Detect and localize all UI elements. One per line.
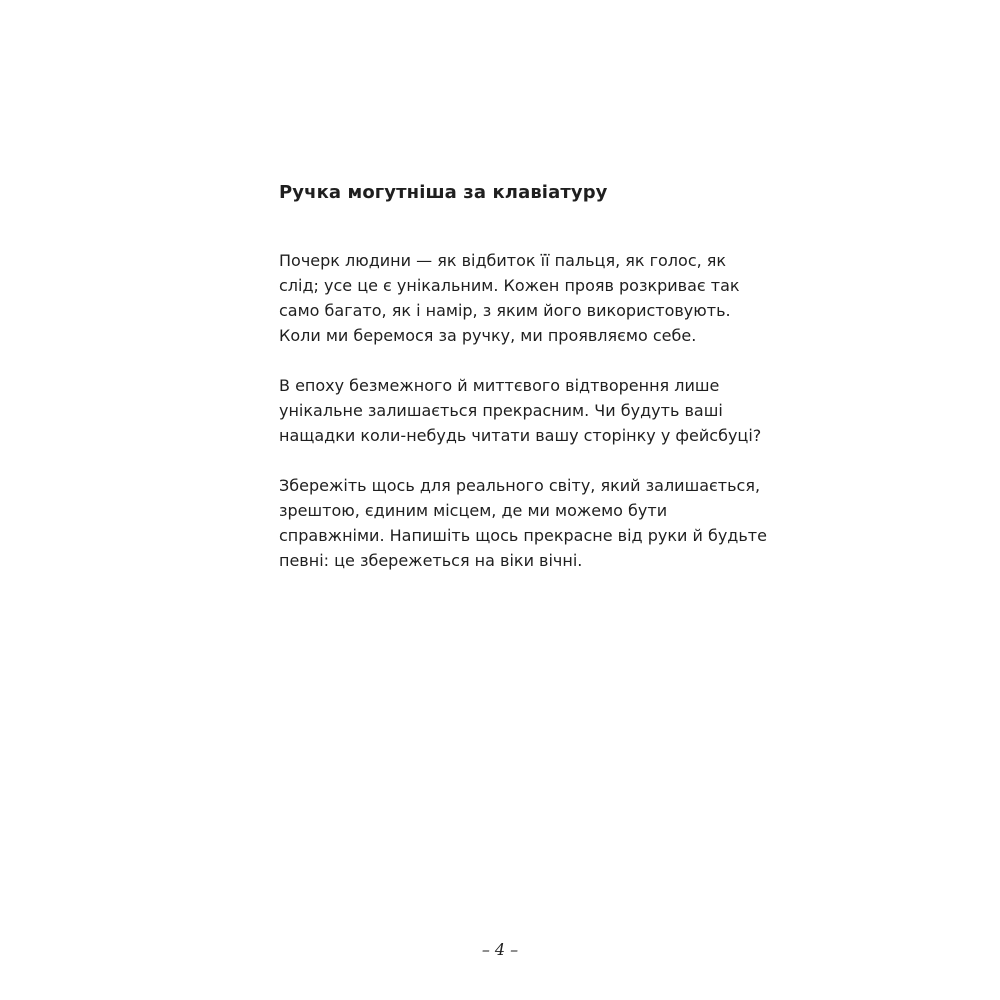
text-line: само багато, як і намір, з яким його використовують. [279,301,731,320]
text-line: В епоху безмежного й миттєвого відтворення лише [279,376,720,395]
text-line: нащадки коли-небудь читати вашу сторінку у фейсбуці? [279,426,762,445]
page-heading: Ручка могутніша за клавіатуру [279,182,608,203]
page-content [279,180,767,598]
text-line: Збережіть щось для реального світу, який залишається, [279,476,761,495]
text-line: Почерк людини — як відбиток її пальця, як голос, як [279,251,727,270]
text-line: слід; усе це є унікальним. Кожен прояв розкриває так [279,276,740,295]
text-line: певні: це збережеться на віки вічні. [279,551,583,570]
text-line: справжніми. Напишіть щось прекрасне від руки й будьте [279,526,767,545]
paragraph-1 [279,248,739,348]
paragraph-3 [279,473,767,573]
text-line: Коли ми беремося за ручку, ми проявляємо себе. [279,326,697,345]
paragraph-2 [279,373,762,448]
page-number: – 4 – [481,940,519,959]
text-line: унікальне залишається прекрасним. Чи будуть ваші [279,401,723,420]
text-line: зрештою, єдиним місцем, де ми можемо бути [279,501,668,520]
